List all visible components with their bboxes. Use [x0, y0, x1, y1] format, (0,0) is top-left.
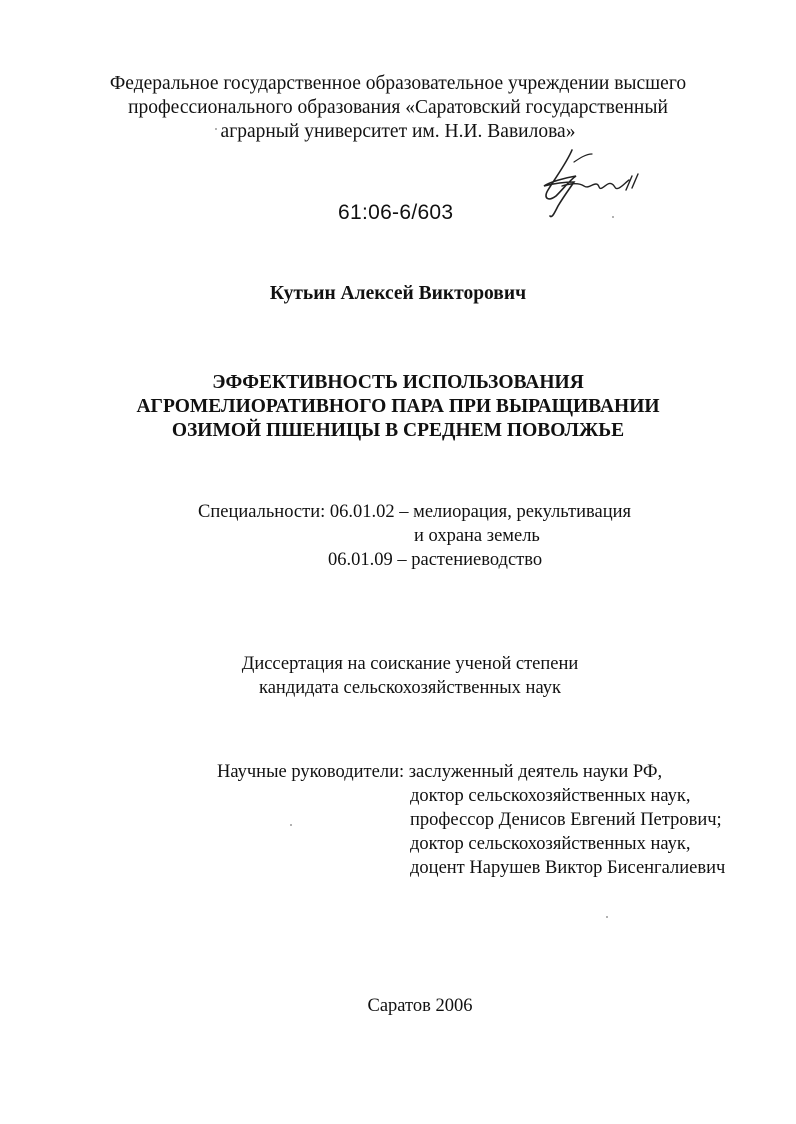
- institution-line: аграрный университет им. Н.И. Вавилова»: [220, 121, 576, 142]
- scan-speck: [612, 216, 614, 218]
- title-line: АГРОМЕЛИОРАТИВНОГО ПАРА ПРИ ВЫРАЩИВАНИИ: [136, 396, 660, 417]
- degree-statement: [150, 652, 670, 700]
- supervisor-line: доцент Нарушев Виктор Бисенгалиевич: [410, 858, 726, 878]
- supervisor-line: профессор Денисов Евгений Петрович;: [410, 810, 722, 830]
- institution-line: профессионального образования «Саратовский государственный: [128, 97, 668, 118]
- specialty-line: 06.01.09 – растениеводство: [328, 550, 543, 570]
- supervisor-line: Научные руководители: заслуженный деятель науки РФ,: [217, 762, 663, 782]
- institution-line: Федеральное государственное образовательное учреждении высшего: [109, 73, 687, 94]
- specialty-line: и охрана земель: [414, 526, 540, 546]
- author-name: Кутьин Алексей Викторович: [269, 283, 527, 304]
- dissertation-title: [120, 371, 676, 443]
- specialty-line: Специальности: 06.01.02 – мелиорация, рекультивация: [198, 502, 632, 522]
- scan-speck: [215, 128, 217, 130]
- degree-line: Диссертация на соискание ученой степени: [241, 654, 579, 674]
- supervisor-line: доктор сельскохозяйственных наук,: [410, 786, 691, 806]
- scan-speck: [606, 916, 608, 918]
- title-line: ЭФФЕКТИВНОСТЬ ИСПОЛЬЗОВАНИЯ: [212, 372, 584, 393]
- city-year: Саратов 2006: [367, 996, 473, 1016]
- institution-header: [100, 72, 696, 144]
- supervisor-line: доктор сельскохозяйственных наук,: [410, 834, 691, 854]
- degree-line: кандидата сельскохозяйственных наук: [259, 678, 561, 698]
- catalog-number: 61:06-6/603: [338, 201, 454, 224]
- handwritten-signature: [534, 140, 654, 230]
- scan-speck: [290, 824, 292, 826]
- title-line: ОЗИМОЙ ПШЕНИЦЫ В СРЕДНЕМ ПОВОЛЖЬЕ: [171, 420, 625, 441]
